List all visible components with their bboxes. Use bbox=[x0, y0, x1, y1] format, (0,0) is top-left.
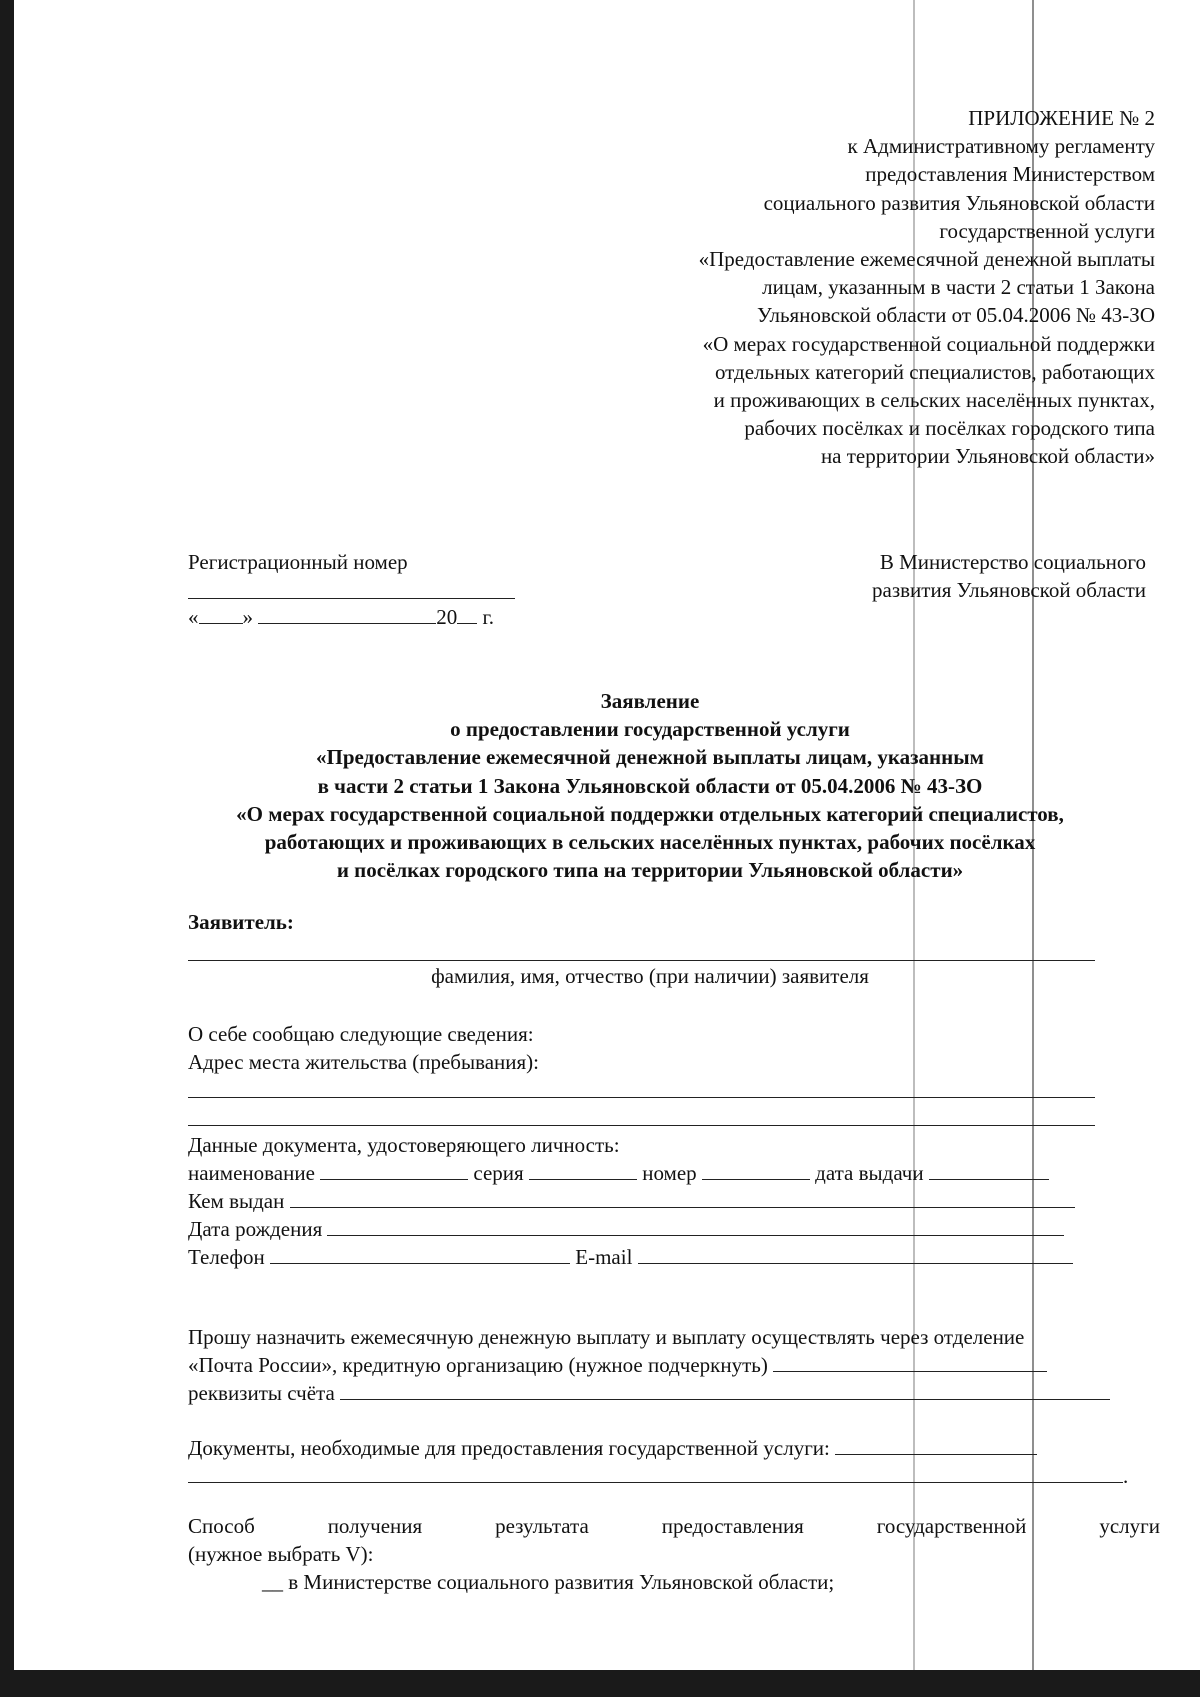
title-line: в части 2 статьи 1 Закона Ульяновской области от 05.04.2006 № 43-ЗО bbox=[317, 773, 983, 798]
appendix-line: ПРИЛОЖЕНИЕ № 2 bbox=[968, 106, 1155, 130]
appendix-line: социального развития Ульяновской области bbox=[763, 190, 1155, 215]
result-option-checkbox[interactable]: __ bbox=[262, 1570, 283, 1594]
appendix-line: государственной услуги bbox=[939, 218, 1155, 243]
applicant-caption: фамилия, имя, отчество (при наличии) заявителя bbox=[431, 964, 869, 988]
scan-left-edge bbox=[0, 0, 14, 1697]
phone-field[interactable] bbox=[270, 1244, 570, 1264]
result-method-word: государственной bbox=[876, 1514, 1027, 1538]
addressee-line: развития Ульяновской области bbox=[872, 578, 1146, 602]
phone-label: Телефон bbox=[188, 1245, 265, 1269]
appendix-line: и проживающих в сельских населённых пунктах, bbox=[713, 388, 1155, 413]
appendix-line: «О мерах государственной социальной поддержки bbox=[702, 331, 1155, 356]
account-details-field[interactable] bbox=[340, 1380, 1110, 1400]
documents-continuation bbox=[188, 1462, 1128, 1490]
date-day-field[interactable] bbox=[199, 604, 243, 624]
contacts-row bbox=[188, 1243, 1073, 1271]
documents-field-second-line[interactable] bbox=[188, 1463, 1123, 1483]
account-label: реквизиты счёта bbox=[188, 1381, 335, 1405]
appendix-line: на территории Ульяновской области» bbox=[820, 444, 1155, 469]
applicant-name-field[interactable] bbox=[188, 960, 1095, 961]
title-line: работающих и проживающих в сельских населённых пунктах, рабочих посёлках bbox=[264, 830, 1036, 855]
date-month-field[interactable] bbox=[258, 604, 436, 624]
title-line: и посёлках городского типа на территории Ульяновской области» bbox=[336, 858, 964, 883]
about-intro: О себе сообщаю следующие сведения: bbox=[188, 1022, 534, 1046]
documents-end-mark: . bbox=[1123, 1464, 1129, 1488]
title-line: Заявление bbox=[600, 689, 700, 713]
registration-number-field[interactable] bbox=[188, 598, 515, 599]
doc-series-label: серия bbox=[473, 1161, 524, 1185]
appendix-line: «Предоставление ежемесячной денежной выплаты bbox=[698, 247, 1155, 272]
address-field[interactable] bbox=[188, 1097, 1095, 1098]
appendix-header bbox=[699, 104, 1155, 471]
issued-by-field[interactable] bbox=[290, 1188, 1075, 1208]
result-option-label: в Министерстве социального развития Ульяновской области; bbox=[288, 1570, 835, 1594]
date-quote-close: » bbox=[242, 605, 253, 629]
doc-name-field[interactable] bbox=[320, 1160, 468, 1180]
documents-field[interactable] bbox=[835, 1435, 1037, 1455]
birth-date-field[interactable] bbox=[327, 1216, 1064, 1236]
birth-date-label: Дата рождения bbox=[188, 1217, 323, 1241]
addressee bbox=[872, 548, 1146, 604]
date-quote-open: « bbox=[188, 605, 199, 629]
date-year-prefix: 20 bbox=[436, 605, 458, 629]
addressee-line: В Министерство социального bbox=[879, 550, 1146, 574]
result-option-row bbox=[262, 1568, 834, 1596]
registration-date bbox=[188, 603, 494, 631]
appendix-line: рабочих посёлках и посёлках городского типа bbox=[744, 416, 1155, 441]
doc-name-label: наименование bbox=[188, 1161, 315, 1185]
payment-method-text: «Почта России», кредитную организацию (нужное подчеркнуть) bbox=[188, 1353, 768, 1377]
doc-series-field[interactable] bbox=[529, 1160, 637, 1180]
birth-date-row bbox=[188, 1215, 1064, 1243]
date-year-field[interactable] bbox=[457, 604, 477, 624]
identity-heading: Данные документа, удостоверяющего личность: bbox=[188, 1133, 620, 1157]
issued-by-row bbox=[188, 1187, 1075, 1215]
email-label: E-mail bbox=[575, 1245, 633, 1269]
result-method-word: Способ bbox=[188, 1514, 255, 1538]
appendix-line: отдельных категорий специалистов, работающих bbox=[714, 359, 1155, 384]
documents-row bbox=[188, 1434, 1037, 1462]
registration-number-label: Регистрационный номер bbox=[188, 550, 408, 574]
account-row bbox=[188, 1379, 1110, 1407]
doc-issue-date-field[interactable] bbox=[929, 1160, 1049, 1180]
date-year-suffix: г. bbox=[482, 605, 494, 629]
application-title bbox=[150, 687, 1150, 884]
result-method-hint: (нужное выбрать V): bbox=[188, 1542, 374, 1566]
issued-by-label: Кем выдан bbox=[188, 1189, 285, 1213]
scan-bottom-edge bbox=[0, 1670, 1200, 1697]
documents-label: Документы, необходимые для предоставления государственной услуги: bbox=[188, 1436, 830, 1460]
payment-method-row bbox=[188, 1351, 1047, 1379]
appendix-line: к Административному регламенту bbox=[847, 134, 1155, 159]
title-line: «О мерах государственной социальной поддержки отдельных категорий специалистов, bbox=[236, 801, 1064, 826]
payment-method-field[interactable] bbox=[773, 1352, 1047, 1372]
appendix-line: Ульяновской области от 05.04.2006 № 43-ЗО bbox=[756, 303, 1155, 328]
result-method-row bbox=[188, 1512, 1160, 1540]
payment-request-line: Прошу назначить ежемесячную денежную выплату и выплату осуществлять через отделение bbox=[188, 1325, 1025, 1349]
result-method-word: услуги bbox=[1099, 1514, 1160, 1538]
result-method-word: предоставления bbox=[661, 1514, 804, 1538]
doc-number-field[interactable] bbox=[702, 1160, 810, 1180]
appendix-line: предоставления Министерством bbox=[865, 162, 1155, 187]
doc-issue-date-label: дата выдачи bbox=[815, 1161, 924, 1185]
address-label: Адрес места жительства (пребывания): bbox=[188, 1050, 540, 1074]
address-field-second-line[interactable] bbox=[188, 1125, 1095, 1126]
doc-number-label: номер bbox=[642, 1161, 697, 1185]
applicant-label: Заявитель: bbox=[188, 910, 294, 934]
email-field[interactable] bbox=[638, 1244, 1073, 1264]
appendix-line: лицам, указанным в части 2 статьи 1 Закона bbox=[762, 275, 1155, 300]
result-method-word: результата bbox=[495, 1514, 589, 1538]
identity-row bbox=[188, 1159, 1049, 1187]
title-line: о предоставлении государственной услуги bbox=[450, 717, 850, 742]
title-line: «Предоставление ежемесячной денежной выплаты лицам, указанным bbox=[316, 745, 984, 770]
result-method-word: получения bbox=[327, 1514, 423, 1538]
